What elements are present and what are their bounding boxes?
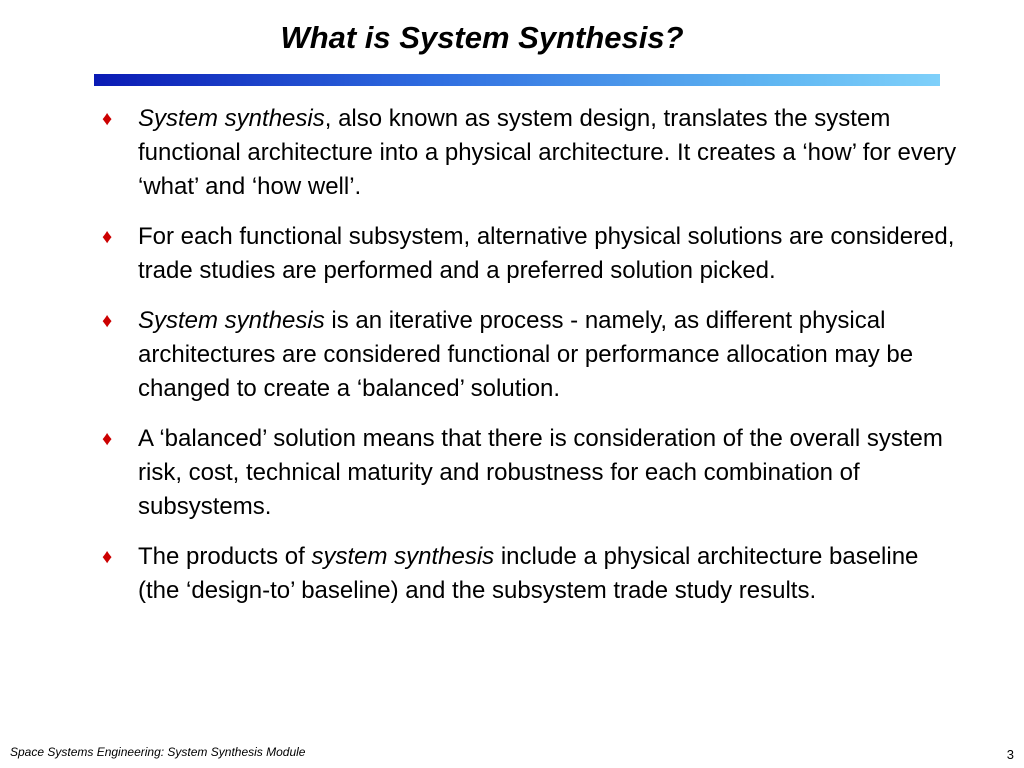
bullet-body: For each functional subsystem, alternative physical solutions are considered, trade studies are performed and a preferred solution picked. xyxy=(138,223,955,284)
bullet-body-tail: include a physical architecture baseline (the ‘design-to’ baseline) and the subsystem trade study results. xyxy=(138,543,919,604)
diamond-bullet-icon: ♦ xyxy=(102,310,113,332)
emphasis-term: system synthesis xyxy=(311,543,495,570)
emphasis-term: System synthesis xyxy=(138,105,325,132)
bullet-text-5 xyxy=(138,540,960,608)
diamond-bullet-icon: ♦ xyxy=(102,226,113,248)
bullet-list xyxy=(100,102,960,624)
diamond-bullet-icon: ♦ xyxy=(102,428,113,450)
footer-module-label: Space Systems Engineering: System Synthesis Module xyxy=(10,745,306,759)
bullet-text-3 xyxy=(138,304,960,406)
diamond-bullet-icon: ♦ xyxy=(102,108,113,130)
bullet-item-1 xyxy=(100,102,960,204)
page-number: 3 xyxy=(1006,747,1014,762)
bullet-text-1 xyxy=(138,102,960,204)
title-underline-bar xyxy=(94,74,940,86)
emphasis-term: System synthesis xyxy=(138,307,325,334)
bullet-item-2 xyxy=(100,220,960,288)
bullet-body: is an iterative process - namely, as different physical architectures are considered functional or performance allocation may be changed to create a ‘balanced’ solution. xyxy=(138,307,914,402)
bullet-body: A ‘balanced’ solution means that there is consideration of the overall system risk, cost, technical maturity and robustness for each combination of subsystems. xyxy=(138,425,943,520)
bullet-body: , also known as system design, translates the system functional architecture into a physical architecture. It creates a ‘how’ for every ‘what’ and ‘how well’. xyxy=(138,105,957,200)
bullet-text-4 xyxy=(138,422,960,524)
bullet-item-4 xyxy=(100,422,960,524)
slide-title: What is System Synthesis? xyxy=(280,20,684,55)
diamond-bullet-icon: ♦ xyxy=(102,546,113,568)
bullet-item-3 xyxy=(100,304,960,406)
bullet-item-5 xyxy=(100,540,960,608)
bullet-body-lead: The products of xyxy=(138,543,312,570)
bullet-text-2 xyxy=(138,220,960,288)
